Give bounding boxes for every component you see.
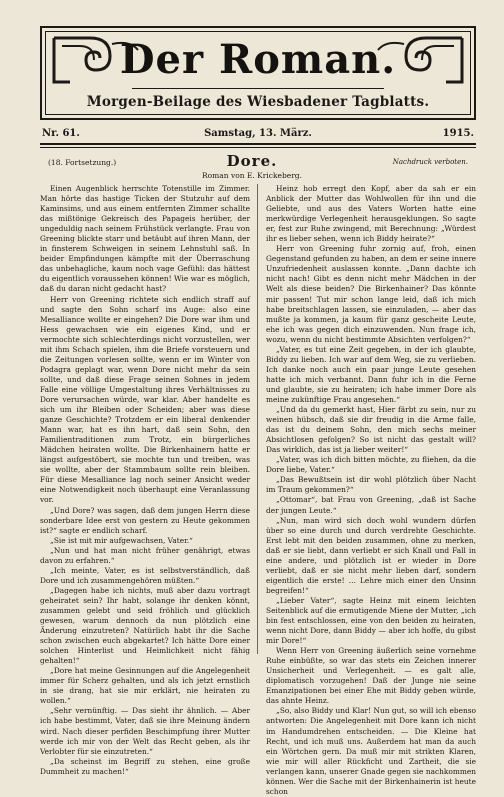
paragraph: „So, also Biddy und Klar! Nun gut, so will ich ebenso antworten: Die Angelegenheit mit Dore kann ich nicht im Handumdrehen entscheiden. — Die Kleine hat Recht, und ich muß uns. Außerdem hat man da auch ein Wörtchen gern. Da muß mir mit strikten Klaren, wie mir will aller Rückficht und Zartheit, die sie verlangen kann, unserer Gnade gegen sie nachkommen können. Wer die Sache mit der Birkenhainerin ist heute schon [266, 706, 476, 796]
paragraph: „Vater, was ich dich bitten möchte, zu fliehen, da die Dore liebe, Vater.“ [266, 455, 476, 475]
issue-date: Samstag, 13. März. [204, 128, 312, 139]
column-divider [257, 184, 258, 654]
paragraph: „Da scheinst im Begriff zu stehen, eine große Dummheit zu machen!“ [40, 756, 250, 776]
continuation-note: (18. Fortsetzung.) [48, 158, 117, 167]
issue-year: 1915. [442, 128, 474, 139]
paragraph: „Lieber Vater“, sagte Heinz mit einem leichten Seitenblick auf die ermutigende Miene der Mutter, „ich bin fest entschlossen, eine von den beiden zu heiraten, wenn nicht Dore, dann Biddy — aber ich hoffe, du gibst mir Dore!“ [266, 595, 476, 646]
text-column-right [266, 184, 476, 796]
paragraph: Einen Augenblick herrschte Totenstille im Zimmer. Man hörte das hastige Ticken der Stutzuhr auf dem Kaminsims, und aus einem entfernten Zimmer schallte das mißtönige Gekreisch des Papageis herüber, der ungeduldig nach seinem Frühstück verlangte. Frau von Greening blickte starr und betäubt auf ihren Mann, der in finsterem Schweigen in seinem Lehnstuhl saß. In beider Empfindungen kämpfte mit der Überraschung das unbehagliche, kaum noch vage Gefühl: das hättest du eigentlich voraussehen können! Wie war es möglich, daß du daran nicht gedacht hast? [40, 184, 250, 294]
paragraph: „Das Bewußtsein ist dir wohl plötzlich über Nacht im Traum gekommen?“ [266, 475, 476, 495]
masthead-title: Der Roman. [119, 36, 397, 83]
issue-rule-thin [40, 147, 476, 148]
reprint-notice: Nachdruck verboten. [392, 158, 468, 166]
paragraph: „Dore hat meine Gesinnungen auf die Angelegenheit immer für Scherz gehalten, und als ich jetzt ernstlich in sie drang, hat sie mir erklärt, nie heiraten zu wollen.“ [40, 666, 250, 706]
paragraph: „Ottomar“, bat Frau von Greening, „daß ist Sache der jungen Leute.“ [266, 495, 476, 515]
issue-rule [40, 143, 476, 145]
paragraph: Herr von Greening fuhr zornig auf, froh, einen Gegenstand gefunden zu haben, an dem er seine innere Unzufriedenheit auslassen konnte. „Dann dachte ich nicht nach! Gibt es denn nicht mehr Mädchen in der Welt als diese beiden? Die Birkenhainer? Das könnte mir passen! Tut mir schon lange leid, daß ich mich habe breitschlagen lassen, sie einzuladen, — aber das mußte ja kommen, ja kaum für ganz gescheite Leute, ehe ich was gegen dich einzuwenden. Nun frage ich, wozu, wenn du nicht bestimmte Absichten verfolgen?“ [266, 244, 476, 344]
paragraph: „Dagegen habe ich nichts, muß aber dazu vortragt geheiratet sein? Ihr habt, solange ihr denken könnt, zusammen gelebt und seid fröhlich und glücklich gewesen, warum dennoch da nun plötzlich eine Änderung einzutreten? Natürlich habt ihr die Sache schon zwischen euch abgekartet? Ich hätte Dore einer solchen Hinterlist und Heimlichkeit nicht fähig gehalten!“ [40, 585, 250, 666]
issue-number: Nr. 61. [42, 128, 80, 139]
paragraph: „Vater, es tut eine Zeit gegeben, in der ich glaubte, Biddy zu lieben. Ich war auf dem Weg, sie zu verlieben. Ich danke noch auch ein paar junge Leute gesehen hatte ich mich verbannt. Dann fuhr ich in die Ferne und glaubte, sie zu heiraten; ich habe immer Dore als meine zukünftige Frau angesehen.“ [266, 344, 476, 404]
story-title: Dore. [226, 152, 278, 170]
masthead-subtitle: Morgen-Beilage des Wiesbadener Tagblatts. [86, 94, 430, 110]
issue-line [40, 126, 476, 142]
paragraph: „Ich meinte, Vater, es ist selbstverständlich, daß Dore und ich zusammengehören müßten.“ [40, 565, 250, 585]
paragraph: „Sehr vernünftig. — Das sieht ihr ähnlich. — Aber ich habe bestimmt, Vater, daß sie ihre Meinung ändern wird. Nach dieser perfiden Beschimpfung ihrer Mutter werde ich mir von der Welt das Recht geben, als ihr Verlobter für sie einzutreten.“ [40, 706, 250, 756]
paragraph: „Nun, man wird sich doch wohl wundern dürfen über so eine durch und durch verdrehte Geschichte. Erst lebt mit den beiden zusammen, ohne zu merken, daß er sie liebt, dann verliebt er sich Knall und Fall in eine andere, und plötzlich ist er wieder in Dore verliebt, daß er sie nicht mehr lieben darf, sondern eigentlich die erste! … Lehre mich einer den Unsinn begreifen!“ [266, 515, 476, 595]
paragraph: „Und Dore? was sagen, daß dem jungen Herrn diese sonderbare Idee erst von gestern zu Heute gekommen ist?“ sagte er endlich scharf. [40, 505, 250, 535]
paragraph: „Und da du gemerkt hast, Hier färbt zu sein, nur zu weinen hübsch, daß sie dir freudig in die Arme falle, das ist du deinem Sohn, den mich sechs meiner Absichtlosen gefolgen? So ist nicht das gestalt will? Das wirklich, das ist ja lieber weiter!“ [266, 405, 476, 455]
masthead-divider [132, 88, 384, 89]
masthead [40, 26, 476, 120]
paragraph: „Sie ist mit mir aufgewachsen, Vater.“ [50, 535, 193, 545]
text-column-left [40, 184, 250, 776]
paragraph: Heinz hob erregt den Kopf, aber da sah er ein Anblick der Mutter das Wohlwollen für ihn und die Geliebte, und aus des Vaters Worten hatte eine merkwürdige Verlegenheit herausgeklungen. So sagte er, fest zur Ruhe zwingend, mit Berechnung: „Würdest ihr es lieber sehen, wenn ich Biddy heirate?“ [266, 184, 476, 244]
paragraph: Wenn Herr von Greening äußerlich seine vornehme Ruhe einbüßte, so war das stets ein Zeichen innerer Unsicherheit und Verlegenheit. — es galt alle, diplomatisch vorzugehen! Daß der Junge nie seine Emanzipationen bei einer Ehe mit Biddy geben würde, das ahnte Heinz. [266, 646, 476, 706]
paragraph: „Nun und hat man nicht früher genährigt, etwas davon zu erfahren.“ [40, 545, 250, 565]
paragraph: Herr von Greening richtete sich endlich straff auf und sagte den Sohn scharf ins Auge: also eine Mesalliance wollte er eingehen? Die Dore war ihm und Hess gewachsen wie ein eigenes Kind, und er vermochte sich schlechterdings nicht vorzustellen, wer mit ihm Schach spielen, ihm die Briefe vorsteuern und die Zeitungen vorlesen sollte, wenn er im Winter von Podagra geplagt war, wenn Dore nicht mehr da sein sollte, und daß diese Frage seinen Sohnes in jedem Falle eine völlige Umgestaltung ihres Verhältnisses zu Dore verursachen würde, war klar. Aber handelte es sich um ihr Bleiben oder Scheiden; aber was diese ganze Geschichte? Trotzdem er ein liberal denkender Mann war, hat es ihn hart, daß sein Sohn, den Familientraditionen zum Trotz, ein bürgerliches Mädchen heiraten wollte. Die Birkenhainern hatte er längst aufgestöbert, sie mochte tun und treiben, was sie wollte, aber der Stammbaum sollte rein bleiben. Für diese Mesalliance lag noch seiner Ansicht weder eine Notwendigkeit noch überhaupt eine Veranlassung vor. [40, 294, 250, 505]
story-author: Roman von E. Krickeberg. [202, 171, 302, 180]
